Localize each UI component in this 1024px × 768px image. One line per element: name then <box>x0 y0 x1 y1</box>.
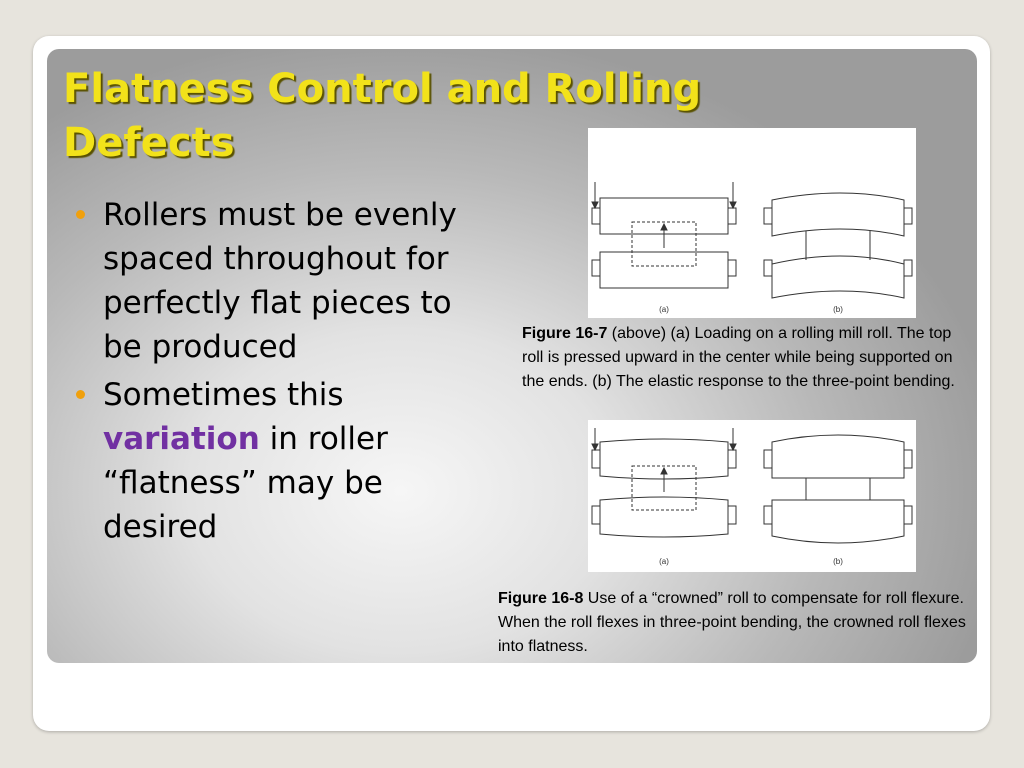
bullet-text-post: in roller “flatness” may be desired <box>103 421 388 545</box>
caption-label: Figure 16-7 <box>522 325 608 342</box>
bearing-shape <box>904 450 912 468</box>
slide-title: Flatness Control and Rolling Defects <box>63 66 702 166</box>
bent-top-roll-shape <box>772 193 904 236</box>
arrowhead-icon <box>661 224 667 230</box>
label-a: (a) <box>659 305 669 314</box>
bullet-dot-icon <box>76 210 85 219</box>
bullet-text: Rollers must be evenly spaced throughout for perfectly flat pieces to be produced <box>103 197 457 365</box>
bearing-shape <box>764 506 772 524</box>
bearing-shape <box>764 450 772 468</box>
bearing-shape <box>592 450 600 468</box>
figure-16-8-diagram <box>588 420 916 572</box>
figure-16-8-caption <box>498 587 988 659</box>
arrowhead-icon <box>592 444 598 450</box>
bearing-shape <box>728 506 736 524</box>
bullet-list <box>76 193 476 553</box>
bullet-emphasis: variation <box>103 421 260 457</box>
label-a: (a) <box>659 557 669 566</box>
bullet-text-pre: Sometimes this <box>103 377 344 413</box>
bearing-shape <box>904 260 912 276</box>
bearing-shape <box>904 506 912 524</box>
crowned-bottom-roll-shape <box>600 497 728 537</box>
caption-text: (above) (a) Loading on a rolling mill roll. The top roll is pressed upward in the center while being supported on the ends. (b) The elastic response to the three-point bending. <box>522 325 955 390</box>
figure-16-7-caption <box>522 322 957 394</box>
bearing-shape <box>592 260 600 276</box>
bullet-item <box>76 373 476 549</box>
label-b: (b) <box>833 305 843 314</box>
bullet-item <box>76 193 476 369</box>
bullet-dot-icon <box>76 390 85 399</box>
bottom-roll-shape <box>600 252 728 288</box>
label-b: (b) <box>833 557 843 566</box>
bearing-shape <box>904 208 912 224</box>
caption-label: Figure 16-8 <box>498 590 584 607</box>
figure-16-7-diagram <box>588 128 916 318</box>
caption-text: Use of a “crowned” roll to compensate for roll flexure. When the roll flexes in three-point bending, the crowned roll flexes into flatness. <box>498 590 966 655</box>
bearing-shape <box>764 260 772 276</box>
arrowhead-icon <box>730 444 736 450</box>
bearing-shape <box>728 208 736 224</box>
arrowhead-icon <box>592 202 598 208</box>
bearing-shape <box>764 208 772 224</box>
bent-bottom-roll-shape <box>772 256 904 298</box>
flexed-top-roll-shape <box>772 435 904 478</box>
bearing-shape <box>592 208 600 224</box>
bearing-shape <box>728 260 736 276</box>
arrowhead-icon <box>730 202 736 208</box>
bearing-shape <box>728 450 736 468</box>
flexed-bottom-roll-shape <box>772 500 904 543</box>
bearing-shape <box>592 506 600 524</box>
arrowhead-icon <box>661 468 667 474</box>
